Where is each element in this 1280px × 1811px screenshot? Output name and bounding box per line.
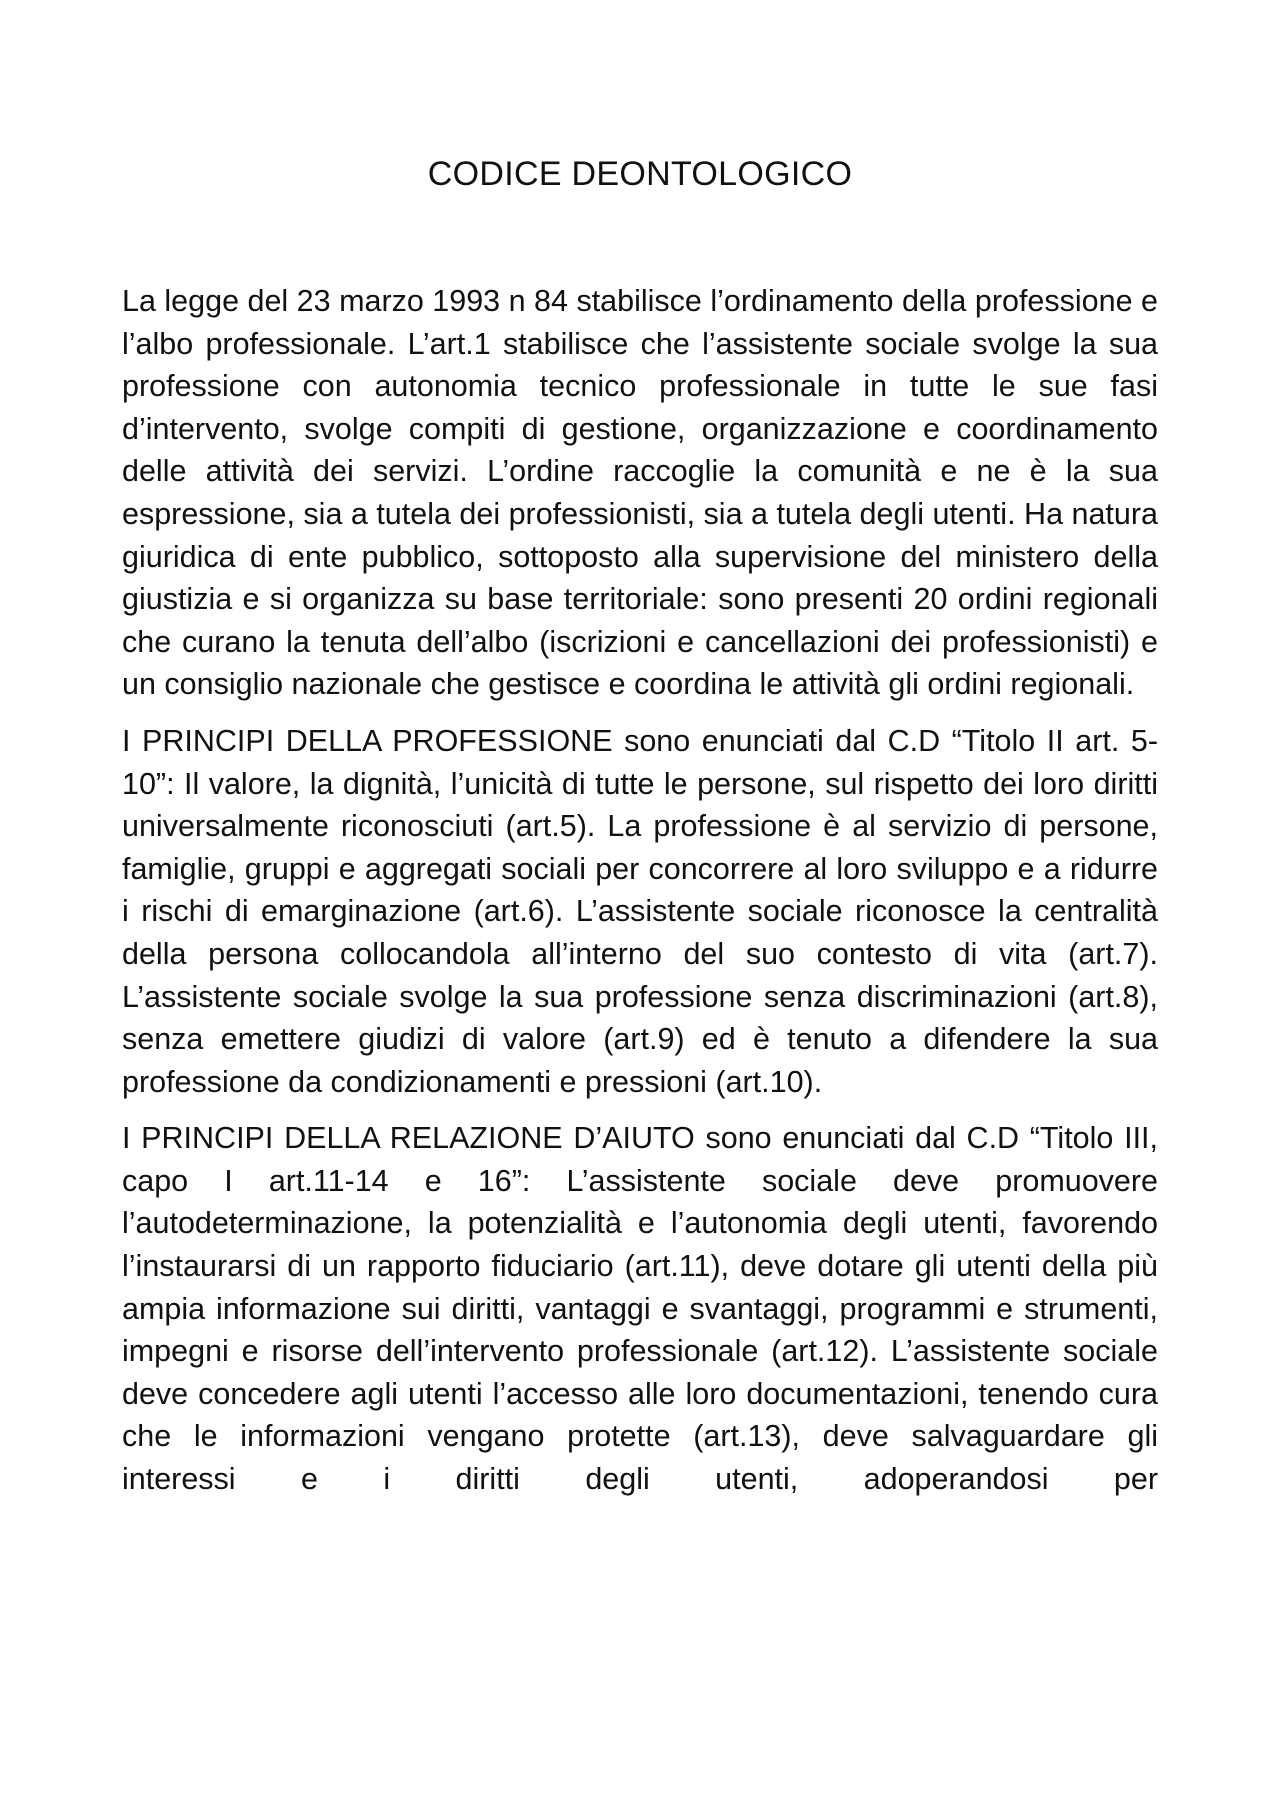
- document-body: [122, 280, 1158, 1515]
- paragraph-principi-professione: I PRINCIPI DELLA PROFESSIONE sono enunciati dal C.D “Titolo II art. 5-10”: Il valore, la dignità, l’unicità di tutte le persone, sul rispetto dei loro diritti universalmente riconosciuti (art.5). La professione è al servizio di persone, famiglie, gruppi e aggregati sociali per concorrere al loro sviluppo e a ridurre i rischi di emarginazione (art.6). L’assistente sociale riconosce la centralità della persona collocandola all’interno del suo contesto di vita (art.7). L’assistente sociale svolge la sua professione senza discriminazioni (art.8), senza emettere giudizi di valore (art.9) ed è tenuto a difendere la sua professione da condizionamenti e pressioni (art.10).: [122, 723, 1158, 1099]
- paragraph-ordinamento: La legge del 23 marzo 1993 n 84 stabilisce l’ordinamento della professione e l’albo professionale. L’art.1 stabilisce che l’assistente sociale svolge la sua professione con autonomia tecnico professionale in tutte le sue fasi d’intervento, svolge compiti di gestione, organizzazione e coordinamento delle attività dei servizi. L’ordine raccoglie la comunità e ne è la sua espressione, sia a tutela dei professionisti, sia a tutela degli utenti. Ha natura giuridica di ente pubblico, sottoposto alla supervisione del ministero della giustizia e si organizza su base territoriale: sono presenti 20 ordini regionali che curano la tenuta dell’albo (iscrizioni e cancellazioni dei professionisti) e un consiglio nazionale che gestisce e coordina le attività gli ordini regionali.: [122, 284, 1158, 702]
- paragraph-principi-relazione-aiuto: I PRINCIPI DELLA RELAZIONE D’AIUTO sono enunciati dal C.D “Titolo III, capo I art.11-14 e 16”: L’assistente sociale deve promuovere l’autodeterminazione, la potenzialità e l’autonomia degli utenti, favorendo l’instaurarsi di un rapporto fiduciario (art.11), deve dotare gli utenti della più ampia informazione sui diritti, vantaggi e svantaggi, programmi e strumenti, impegni e risorse dell’intervento professionale (art.12). L’assistente sociale deve concedere agli utenti l’accesso alle loro documentazioni, tenendo cura che le informazioni vengano protette (art.13), deve salvaguardare gli interessi e i diritti degli utenti, adoperandosi per: [122, 1121, 1158, 1497]
- document-title: CODICE DEONTOLOGICO: [427, 155, 853, 193]
